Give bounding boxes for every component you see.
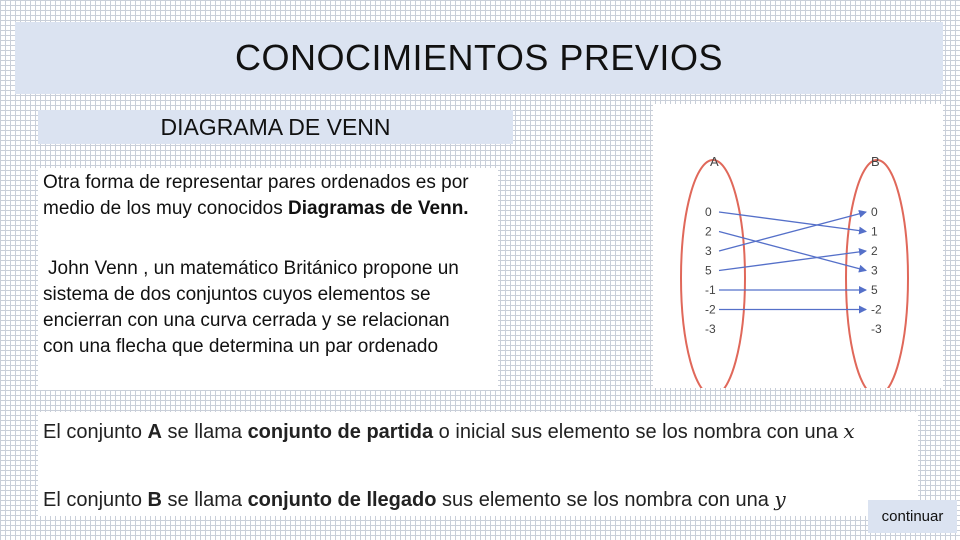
set-b-element: 3	[871, 263, 878, 278]
mapping-arrow	[719, 251, 866, 271]
set-a-element: 2	[705, 224, 712, 239]
mapping-arrow	[719, 232, 866, 271]
set-b-note	[43, 487, 786, 512]
section-title: DIAGRAMA DE VENN	[160, 113, 391, 140]
set-a-element: 3	[705, 244, 712, 258]
set-b-elements	[871, 205, 882, 336]
note-a-term: conjunto de partida	[247, 421, 434, 443]
note-a-variable: x	[843, 419, 855, 443]
set-a-element: 0	[705, 205, 712, 219]
set-a-elements	[705, 205, 716, 336]
note-b-set: B	[147, 489, 162, 511]
note-a-tail: sus elemento se los nombra con una	[505, 421, 844, 443]
intro-paragraph-2-text: John Venn , un matemático Británico propone un sistema de dos conjuntos cuyos elementos se encierran con una curva cerrada y se relacionan con una flecha que determina un par ordenado	[43, 258, 459, 357]
intro-paragraph-1-text: Otra forma de representar pares ordenados es por medio de los muy conocidos	[43, 172, 469, 219]
note-b-mid: se llama	[161, 489, 248, 511]
set-a-ellipse	[681, 160, 745, 388]
note-b-pre: El conjunto	[43, 489, 148, 511]
note-a-post: o	[433, 421, 456, 443]
venn-diagram-panel	[653, 104, 943, 388]
set-b-element: 2	[871, 244, 878, 258]
set-b-element: 1	[871, 224, 878, 239]
title-banner	[15, 22, 943, 94]
note-b-variable: y	[774, 487, 786, 511]
intro-paragraph-2	[43, 256, 483, 360]
set-a-element: -3	[705, 322, 716, 336]
note-a-alt: inicial	[455, 421, 506, 443]
note-a-pre: El conjunto	[43, 421, 148, 443]
set-a-label: A	[710, 154, 719, 169]
continue-button[interactable]: continuar	[868, 500, 957, 533]
intro-paragraph-1	[43, 170, 493, 222]
notes-panel	[38, 412, 918, 516]
intro-panel	[38, 168, 498, 390]
page-title: CONOCIMIENTOS PREVIOS	[235, 37, 723, 78]
set-b-element: 5	[871, 283, 878, 297]
note-b-term: conjunto de llegado	[247, 489, 437, 511]
set-b-element: -3	[871, 322, 882, 336]
set-b-label: B	[871, 154, 880, 169]
set-a-element: 5	[705, 263, 712, 278]
venn-diagram	[653, 104, 943, 388]
note-b-tail: sus elemento se los nombra con una	[436, 489, 775, 511]
section-banner	[38, 110, 513, 144]
set-b-element: -2	[871, 302, 882, 317]
note-a-set: A	[147, 421, 162, 443]
venn-term: Diagramas de Venn.	[288, 198, 469, 219]
set-b-element: 0	[871, 205, 878, 219]
set-a-element: -2	[705, 302, 716, 317]
set-a-element: -1	[705, 283, 716, 297]
set-a-note	[43, 419, 855, 444]
note-a-mid: se llama	[161, 421, 248, 443]
